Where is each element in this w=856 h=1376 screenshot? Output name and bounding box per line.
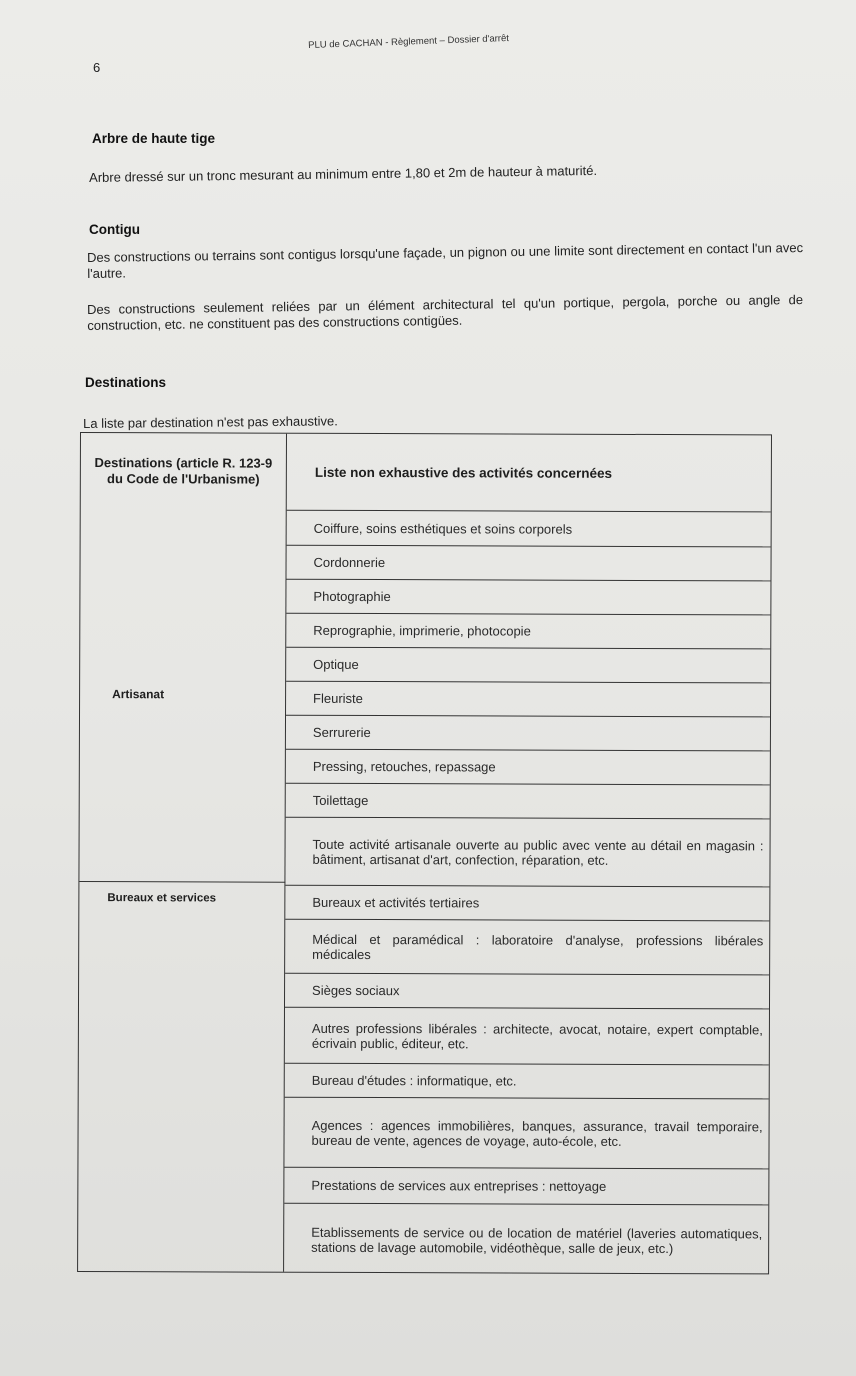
section-title-contigu: Contigu [89,222,140,237]
table-row: Prestations de services aux entreprises : nettoyage [284,1167,768,1205]
table-row: Agences : agences immobilières, banques, assurance, travail temporaire, bureau de vente, agences de voyage, auto-école, etc. [284,1097,768,1169]
table-body [284,510,771,1277]
section-title-arbre: Arbre de haute tige [92,131,216,146]
table-row: Cordonnerie [286,545,770,581]
table-row: Reprographie, imprimerie, photocopie [286,613,770,649]
group-label-artisanat: Artisanat [112,687,165,702]
table-row: Serrurerie [286,715,770,751]
table-row: Toute activité artisanale ouverte au public avec vente au détail en magasin : bâtiment, artisanat d'art, confection, réparation, etc. [285,817,769,887]
page-number: 6 [93,60,101,75]
table-row: Toilettage [286,783,770,819]
destinations-intro: La liste par destination n'est pas exhaustive. [83,413,338,431]
table-row: Autres professions libérales : architecte, avocat, notaire, expert comptable, écrivain public, éditeur, etc. [285,1007,769,1065]
group-divider [79,881,285,883]
table-row: Bureaux et activités tertiaires [285,885,769,921]
table-row: Fleuriste [286,681,770,717]
table-row: Médical et paramédical : laboratoire d'analyse, professions libérales médicales [285,919,769,975]
table-row: Sièges sociaux [285,973,769,1009]
destinations-table [77,432,772,1274]
arbre-definition: Arbre dressé sur un tronc mesurant au minimum entre 1,80 et 2m de hauteur à maturité. [89,162,598,185]
table-header-destinations: Destinations (article R. 123-9 du Code de l'Urbanisme) [94,455,273,487]
table-row: Optique [286,647,770,683]
table-row: Bureau d'études : informatique, etc. [285,1063,769,1099]
contigu-paragraph-2: Des constructions seulement reliées par un élément architectural tel qu'un portique, pergola, porche ou angle de construction, etc. ne constituent pas des constructions contigües. [87,292,804,333]
table-row: Pressing, retouches, repassage [286,749,770,785]
contigu-paragraph-1: Des constructions ou terrains sont contigus lorsqu'une façade, un pignon ou une limite sont directement en contact l'un avec l'autre. [87,240,804,281]
running-header: PLU de CACHAN - Règlement – Dossier d'arrêt [308,32,510,51]
table-header-activities: Liste non exhaustive des activités concernées [314,464,613,481]
group-label-bureaux-services: Bureaux et services [107,892,217,905]
section-title-destinations: Destinations [85,375,167,390]
table-row: Photographie [286,579,770,615]
table-row: Etablissements de service ou de location de matériel (laveries automatiques, stations de lavage automobile, vidéothèque, salle de jeux, etc.) [284,1203,768,1277]
table-row: Coiffure, soins esthétiques et soins corporels [287,510,771,547]
